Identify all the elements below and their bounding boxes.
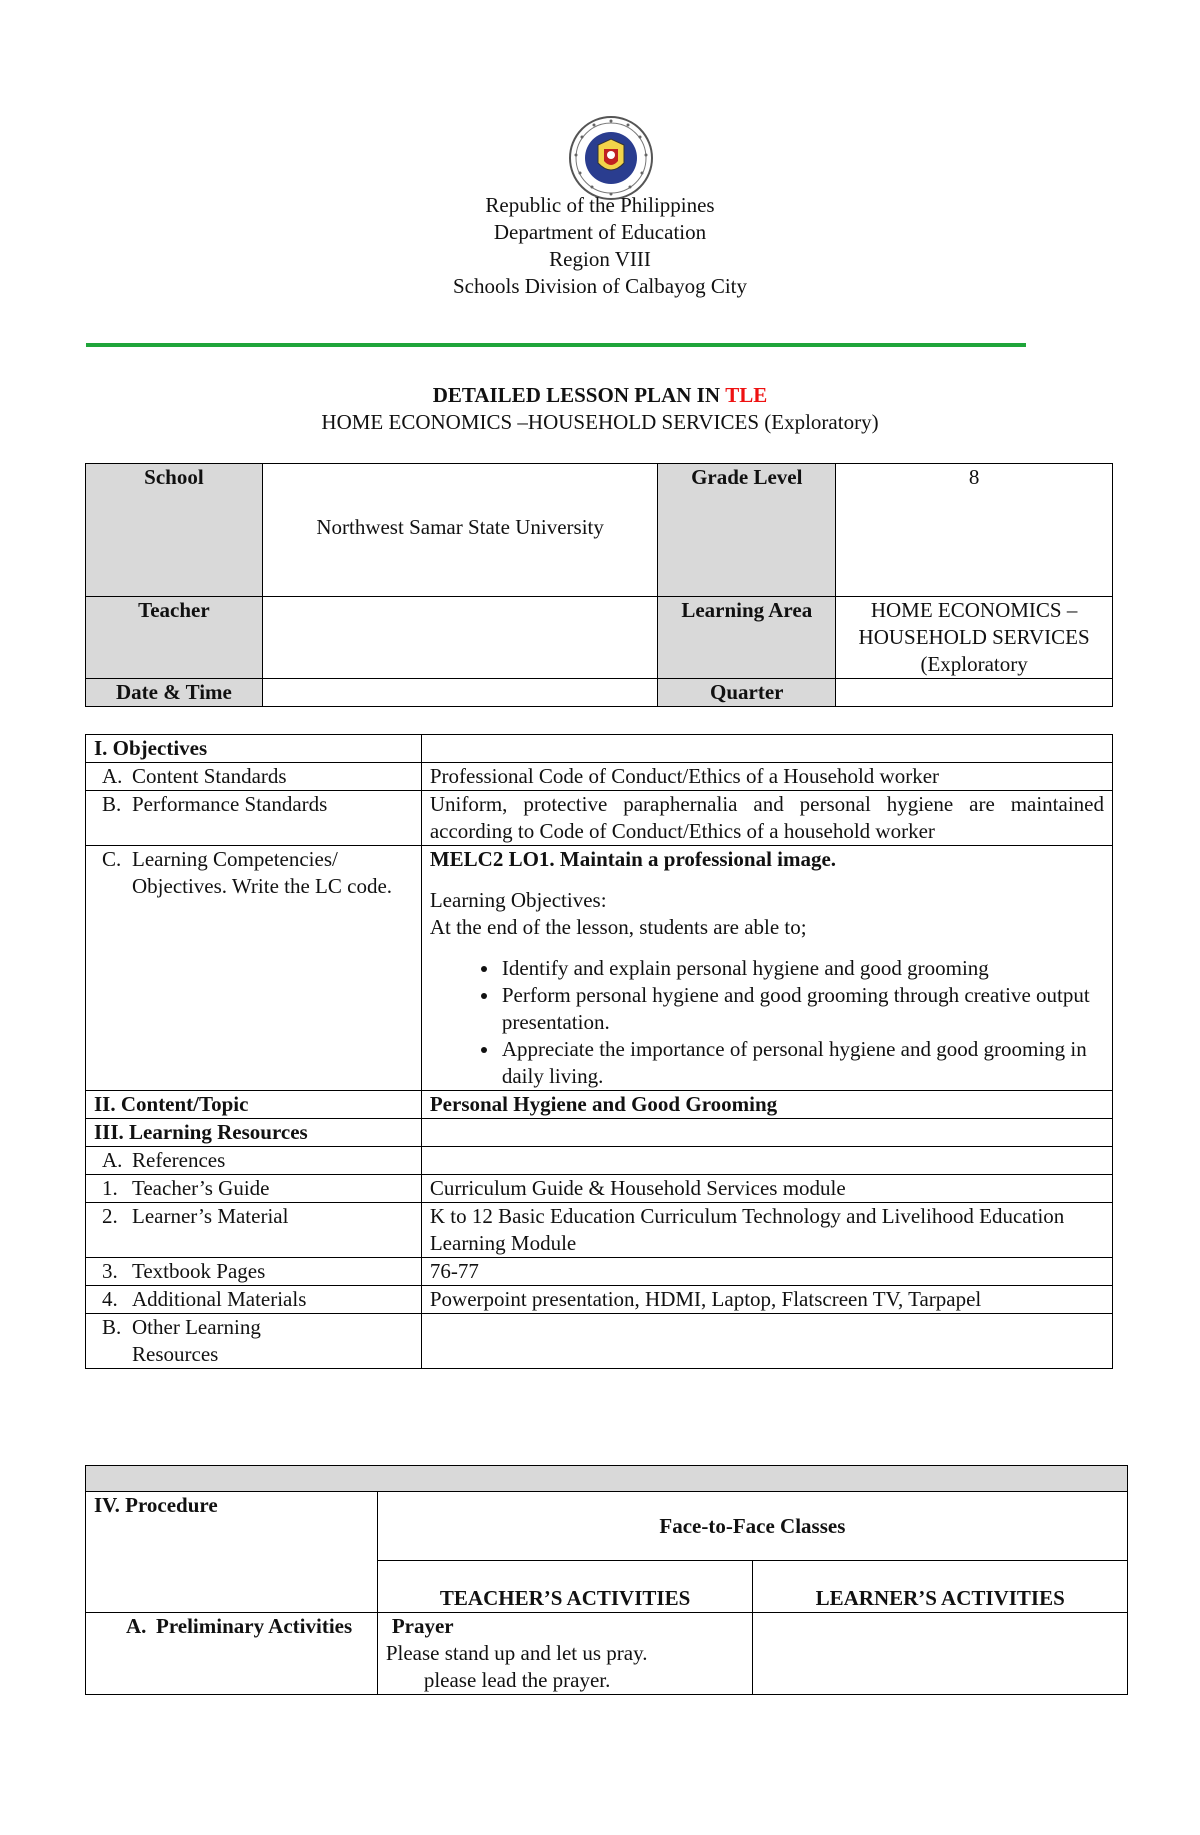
- teacher-activities-header: TEACHER’S ACTIVITIES: [377, 1561, 753, 1613]
- prayer-line-2: please lead the prayer.: [423, 1668, 611, 1692]
- resource-label: Learner’s Material: [132, 1204, 289, 1228]
- resource-label: Additional Materials: [132, 1287, 307, 1311]
- learning-area-value: HOME ECONOMICS – HOUSEHOLD SERVICES (Exploratory: [836, 597, 1113, 679]
- references-label: References: [132, 1148, 226, 1172]
- learning-resources-heading: III. Learning Resources: [86, 1119, 422, 1147]
- resource-value: K to 12 Basic Education Curriculum Technology and Livelihood Education Learning Module: [421, 1203, 1112, 1258]
- list-item: • Appreciate the importance of personal hygiene and good grooming in daily living.: [500, 1036, 1104, 1090]
- other-resources-value: [421, 1314, 1112, 1369]
- list-item: • Identify and explain personal hygiene and good grooming: [500, 955, 1104, 982]
- resource-label: Teacher’s Guide: [132, 1176, 270, 1200]
- objectives-heading: I. Objectives: [86, 735, 422, 763]
- content-standards-label: Content Standards: [132, 764, 287, 788]
- learner-activities-header: LEARNER’S ACTIVITIES: [753, 1561, 1128, 1613]
- performance-standards-label: Performance Standards: [132, 792, 328, 816]
- performance-standards-marker: B.: [102, 792, 122, 816]
- resource-marker: 4.: [102, 1287, 118, 1311]
- learning-area-label: Learning Area: [658, 597, 836, 679]
- header-divider: [86, 343, 1026, 347]
- resource-marker: 3.: [102, 1259, 118, 1283]
- preliminary-label: Preliminary Activities: [156, 1614, 353, 1638]
- date-time-label: Date & Time: [86, 679, 263, 707]
- performance-standards-value: Uniform, protective paraphernalia and personal hygiene are maintained according to Code of Conduct/Ethics of a household worker: [421, 791, 1112, 846]
- quarter-label: Quarter: [658, 679, 836, 707]
- header-division: Schools Division of Calbayog City: [453, 274, 747, 298]
- competencies-value: [421, 846, 1112, 1091]
- teacher-label: Teacher: [86, 597, 263, 679]
- date-time-value: [262, 679, 658, 707]
- title-subject: TLE: [725, 383, 768, 407]
- references-marker: A.: [102, 1148, 123, 1172]
- deped-seal-icon: [568, 115, 654, 201]
- objectives-list: [430, 955, 1104, 1090]
- resource-value: 76-77: [421, 1258, 1112, 1286]
- other-resources-marker: B.: [102, 1315, 122, 1339]
- competencies-marker: C.: [102, 847, 122, 871]
- document-title: [0, 382, 1200, 436]
- resource-label: Textbook Pages: [132, 1259, 266, 1283]
- procedure-table: [85, 1465, 1128, 1695]
- title-main: DETAILED LESSON PLAN IN: [432, 383, 720, 407]
- other-resources-label: Other Learning Resources: [132, 1315, 261, 1366]
- list-item: • Perform personal hygiene and good grooming through creative output presentation.: [500, 982, 1104, 1036]
- procedure-top-bar: [86, 1466, 1128, 1492]
- melc-code: MELC2 LO1. Maintain a professional image.: [429, 847, 837, 871]
- content-topic-heading: II. Content/Topic: [86, 1091, 422, 1119]
- prayer-line-1: Please stand up and let us pray.: [385, 1641, 648, 1665]
- teacher-value: [262, 597, 658, 679]
- teacher-activity-cell: [377, 1613, 753, 1695]
- learner-activity-cell: [753, 1613, 1128, 1695]
- header-republic: Republic of the Philippines: [485, 193, 715, 217]
- resource-marker: 1.: [102, 1176, 118, 1200]
- resource-value: Curriculum Guide & Household Services module: [421, 1175, 1112, 1203]
- school-value: Northwest Samar State University: [262, 464, 658, 597]
- resource-marker: 2.: [102, 1204, 118, 1228]
- procedure-heading: IV. Procedure: [86, 1492, 378, 1613]
- info-table: [85, 463, 1113, 707]
- quarter-value: [836, 679, 1113, 707]
- learning-objectives-intro: At the end of the lesson, students are able to;: [429, 915, 807, 939]
- grade-level-label: Grade Level: [658, 464, 836, 597]
- procedure-mode: Face-to-Face Classes: [377, 1492, 1127, 1561]
- learning-objectives-title: Learning Objectives:: [429, 888, 607, 912]
- school-label: School: [86, 464, 263, 597]
- prayer-title: Prayer: [391, 1614, 454, 1638]
- preliminary-marker: A.: [126, 1614, 147, 1638]
- content-topic-value: Personal Hygiene and Good Grooming: [421, 1091, 1112, 1119]
- grade-level-value: 8: [836, 464, 1113, 597]
- content-standards-marker: A.: [102, 764, 123, 788]
- header-department: Department of Education: [493, 220, 707, 244]
- content-standards-value: Professional Code of Conduct/Ethics of a Household worker: [421, 763, 1112, 791]
- resource-value: Powerpoint presentation, HDMI, Laptop, Flatscreen TV, Tarpapel: [421, 1286, 1112, 1314]
- header-region: Region VIII: [549, 247, 651, 271]
- competencies-label: Learning Competencies/ Objectives. Write the LC code.: [132, 847, 393, 898]
- letterhead: [0, 192, 1200, 300]
- objectives-table: [85, 734, 1113, 1369]
- title-subtitle: HOME ECONOMICS –HOUSEHOLD SERVICES (Exploratory): [321, 410, 879, 434]
